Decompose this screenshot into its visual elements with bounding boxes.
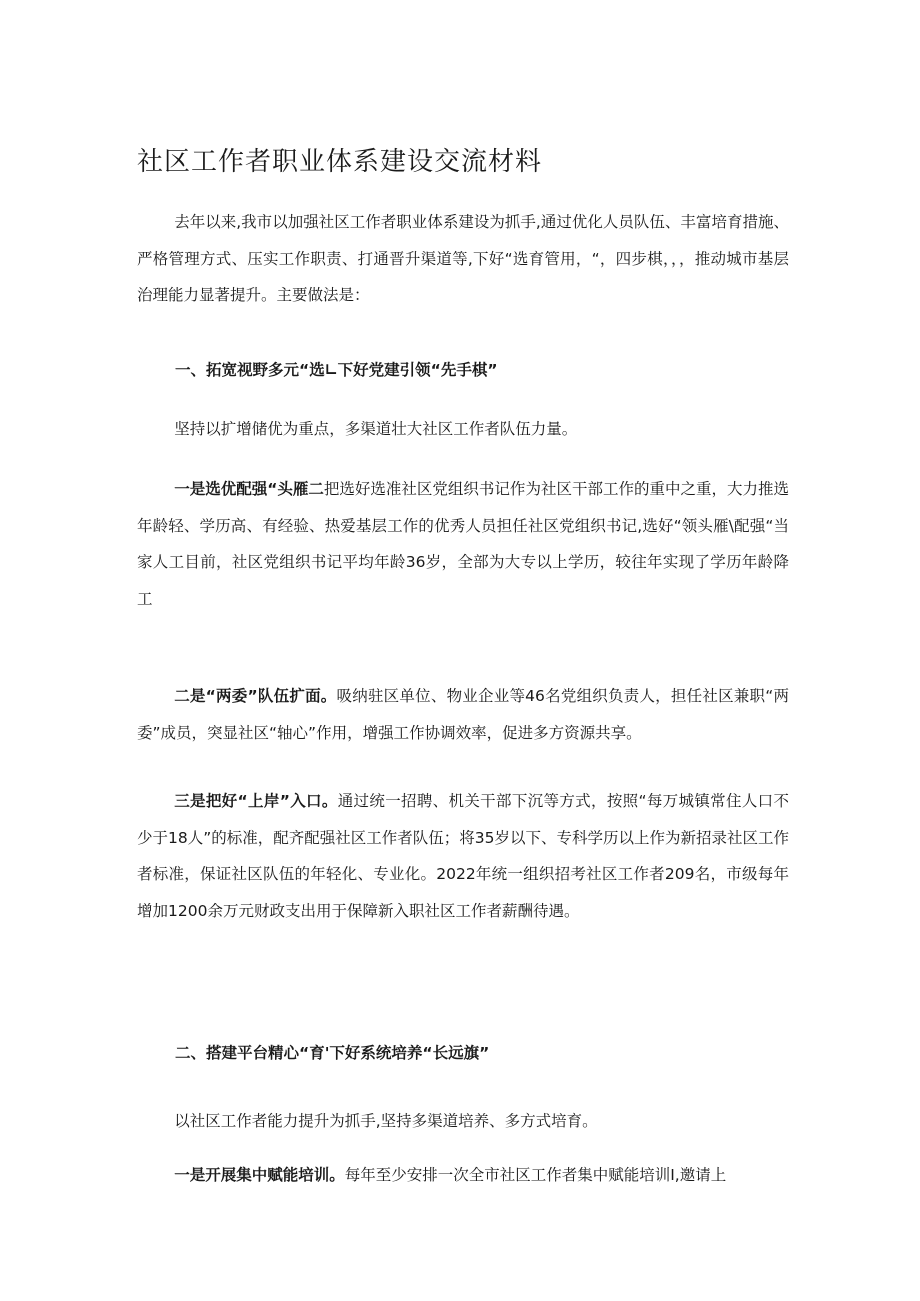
intro-paragraph: 去年以来,我市以加强社区工作者职业体系建设为抓手,通过优化人员队伍、丰富培育措施、严格管理方式、压实工作职责、打通晋升渠道等,下好“选育管用，“，四步棋，，，推动城市基层治理能力显著提升。主要做法是： [137,213,789,304]
section-2-item-1 [137,1157,789,1194]
section-1-item-1-lead: 一是选优配强“头雁二 [174,480,324,498]
section-2-item-1-text: 每年至少安排一次全市社区工作者集中赋能培训I,邀请上 [344,1166,727,1184]
section-1-item-1 [137,471,789,617]
section-2-summary: 以社区工作者能力提升为抓手,坚持多渠道培养、多方式培育。 [174,1112,598,1130]
section-2-heading: 二、搭建平台精心“育'下好系统培养“长远旗” [175,1044,490,1062]
section-1-item-3-lead: 三是把好“上岸”入口。 [174,792,338,810]
section-1-item-2-lead: 二是“两委”队伍扩面。 [174,687,337,705]
section-1-item-1-text: 把选好选准社区党组织书记作为社区干部工作的重中之重，大力推选年龄轻、学历高、有经验、热爱基层工作的优秀人员担任社区党组织书记,选好“领头雁\配强“当家人工目前，社区党组织书记平均年龄36岁，全部为大专以上学历，较往年实现了学历年龄降工 [137,480,789,608]
section-2-item-1-lead: 一是开展集中赋能培训。 [174,1166,345,1184]
section-1-item-2 [137,678,789,751]
document-title: 社区工作者职业体系建设交流材料 [137,147,543,177]
section-1-item-2-text: 吸纳驻区单位、物业企业等46名党组织负责人，担任社区兼职“两委”成员，突显社区“轴心”作用，增强工作协调效率，促进多方资源共享。 [137,687,789,742]
section-1-summary: 坚持以扩增储优为重点，多渠道壮大社区工作者队伍力量。 [174,420,578,438]
section-1-heading: 一、拓宽视野多元“选∟下好党建引领“先手棋” [175,361,498,379]
section-1-item-3 [137,783,789,929]
section-1-item-3-text: 通过统一招聘、机关干部下沉等方式，按照“每万城镇常住人口不少于18人”的标准，配齐配强社区工作者队伍；将35岁以下、专科学历以上作为新招录社区工作者标准，保证社区队伍的年轻化、专业化。2022年统一组织招考社区工作者209名，市级每年增加1200余万元财政支出用于保障新入职社区工作者薪酬待遇。 [137,792,789,920]
